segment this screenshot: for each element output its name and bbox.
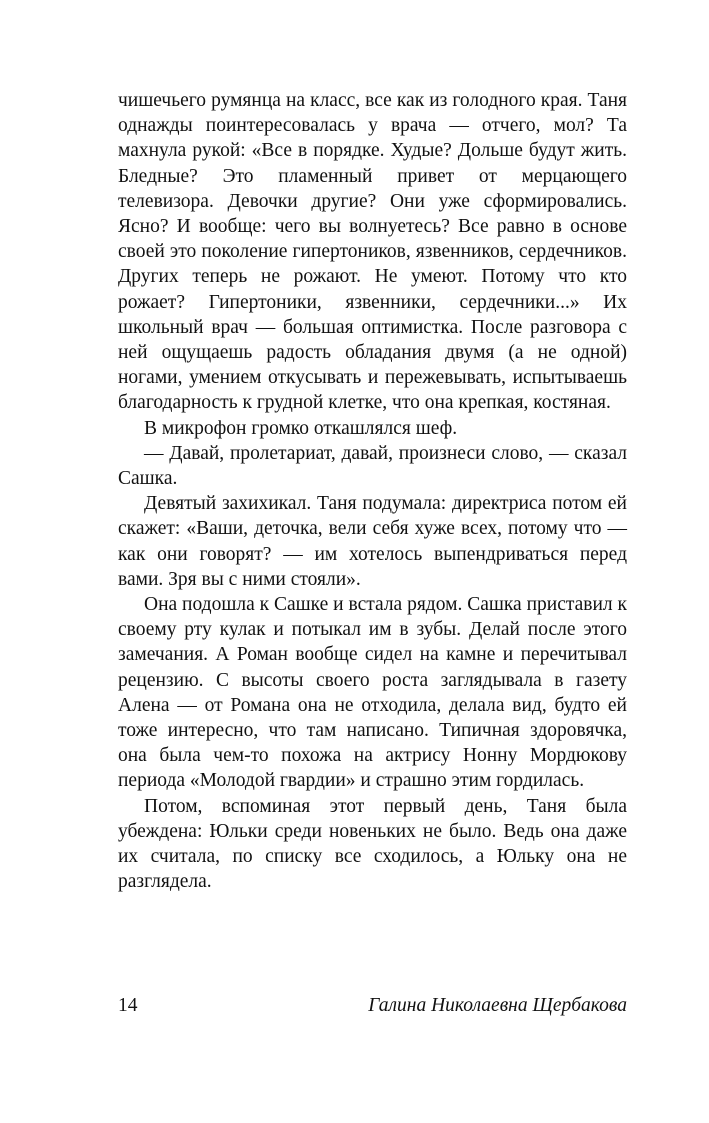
paragraph-1: чишечьего румянца на класс, все как из голодного края. Таня однажды поинтересовалась у врача — отчего, мол? Та махнула рукой: «Все в порядке. Худые? Дольше будут жить. Бледные? Это пламенный привет от мерцающего телевизора. Девочки другие? Они уже сформировались. Ясно? И вообще: чего вы волнуетесь? Все равно в основе своей это поколение гипертоников, язвенников, сердечников. Других теперь не рожают. Не умеют. Потому что кто рожает? Гипертоники, язвенники, сердечники...» Их школьный врач — большая оптимистка. После разговора с ней ощущаешь радость обладания двумя (а не одной) ногами, умением откусывать и пережевывать, испытываешь благодарность к грудной клетке, что она крепкая, костяная. — [118, 90, 627, 414]
paragraph-5: Она подошла к Сашке и встала рядом. Сашка приставил к своему рту кулак и потыкал им в зубы. Делай после этого замечания. А Роман вообще сидел на камне и перечитывал рецензию. С высоты своего роста заглядывала в газету Алена — от Романа она не отходила, делала вид, будто ей тоже интересно, что там написано. Типичная здоровячка, она была чем-то похожа на актрису Нонну Мордюкову периода «Молодой гвардии» и страшно этим гордилась. — [118, 594, 627, 792]
page-body — [118, 88, 627, 895]
paragraph-2: В микрофон громко откашлялся шеф. — [144, 417, 458, 439]
paragraph-3: — Давай, пролетариат, давай, произнеси слово, — сказал Сашка. — [118, 442, 627, 490]
paragraph-4: Девятый захихикал. Таня подумала: директриса потом ей скажет: «Ваши, деточка, вели себя хуже всех, потому что — как они говорят? — им хотелось выпендриваться перед вами. Зря вы с ними стояли». — [118, 493, 627, 590]
paragraph-6: Потом, вспоминая этот первый день, Таня была убеждена: Юльки среди новеньких не было. Ведь она даже их считала, по списку все сходилось, а Юльку она не разглядела. — [118, 795, 627, 893]
running-author: Галина Николаевна Щербакова — [368, 995, 627, 1016]
page-number: 14 — [118, 995, 138, 1016]
page-footer — [118, 995, 627, 1025]
text-block — [118, 88, 627, 895]
